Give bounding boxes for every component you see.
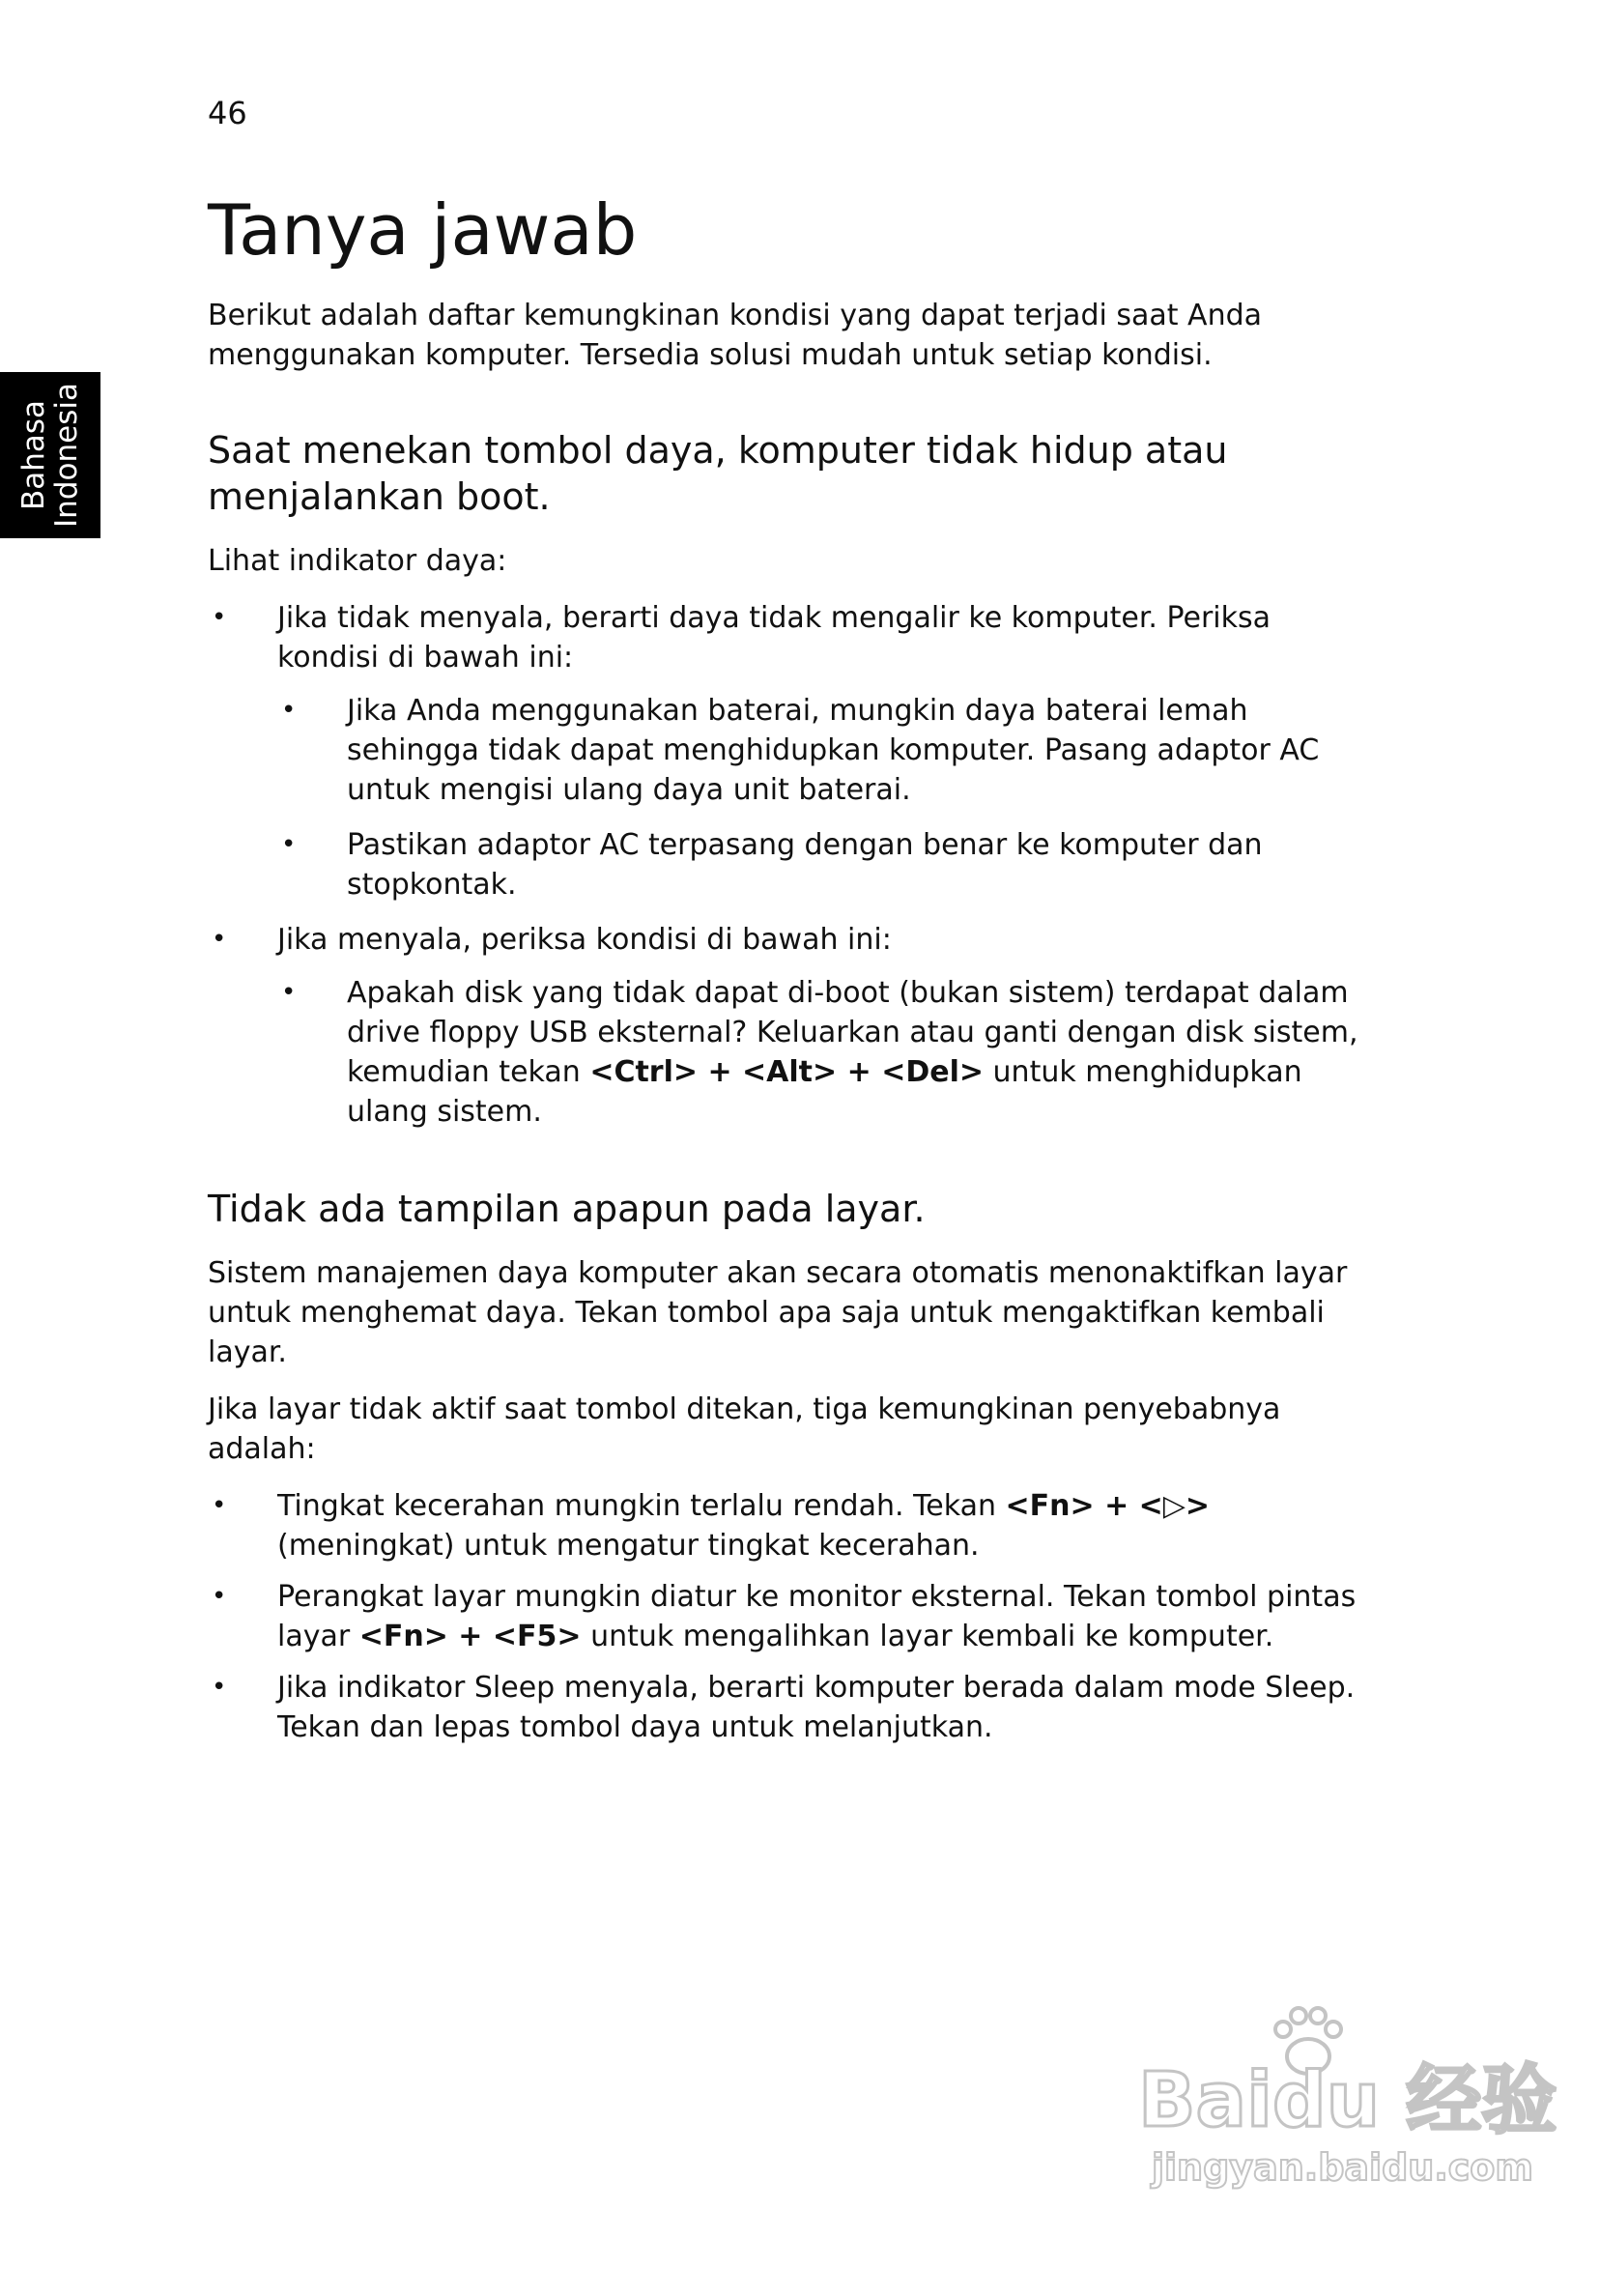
watermark-brand: Baidu 经验 (1138, 2057, 1557, 2144)
list-item-text: untuk menghidupkan ulang sistem. (347, 1055, 1302, 1129)
list-item-text: Apakah disk yang tidak dapat di-boot (bukan sistem) terdapat dalam drive floppy USB eksternal? Keluarkan atau ganti dengan disk sistem, kemudian tekan (347, 976, 1358, 1089)
page-number: 46 (208, 95, 247, 131)
list-item (208, 920, 1367, 1132)
watermark-url: jingyan.baidu.com (1152, 2146, 1533, 2189)
key-combo: <Fn> + <F5> (358, 1620, 582, 1653)
sublist (277, 973, 1367, 1132)
baidu-watermark-icon (1129, 2000, 1557, 2194)
key-combo: <Fn> + <▷> (1005, 1489, 1211, 1523)
section1-list (208, 598, 1367, 1132)
list-item (208, 598, 1367, 904)
list-item-text: (meningkat) untuk mengatur tingkat kecerahan. (277, 1529, 980, 1563)
list-item-text: untuk mengalihkan layar kembali ke komputer. (581, 1620, 1274, 1653)
list-item (277, 825, 1367, 904)
list-item-text: Jika menyala, periksa kondisi di bawah ini: (277, 923, 892, 957)
list-item-text: Perangkat layar mungkin diatur ke monitor eksternal. Tekan tombol pintas layar (277, 1580, 1357, 1653)
key-combo: <Ctrl> + <Alt> + <Del> (589, 1055, 984, 1089)
list-item-text: Tingkat kecerahan mungkin terlalu rendah. Tekan (277, 1489, 1006, 1523)
intro-paragraph: Berikut adalah daftar kemungkinan kondisi yang dapat terjadi saat Anda menggunakan komputer. Tersedia solusi mudah untuk setiap kondisi. (208, 299, 1263, 372)
bullet-icon: • (212, 925, 227, 954)
section2-list (208, 1486, 1367, 1747)
bullet-icon: • (281, 830, 297, 859)
bullet-icon: • (281, 696, 297, 725)
list-item-text: Jika Anda menggunakan baterai, mungkin daya baterai lemah sehingga tidak dapat menghidupkan komputer. Pasang adaptor AC untuk mengisi ulang daya unit baterai. (347, 694, 1320, 807)
list-item (208, 1486, 1367, 1565)
section2-heading: Tidak ada tampilan apapun pada layar. (208, 1188, 926, 1230)
bullet-icon: • (281, 978, 297, 1007)
bullet-icon: • (212, 1673, 227, 1702)
section2-paragraph-2: Jika layar tidak aktif saat tombol ditekan, tiga kemungkinan penyebabnya adalah: (208, 1392, 1281, 1466)
side-tab-line1: Bahasa (16, 399, 51, 511)
sublist (277, 691, 1367, 904)
bullet-icon: • (212, 1491, 227, 1520)
list-item (277, 691, 1367, 810)
list-item-text: Jika indikator Sleep menyala, berarti komputer berada dalam mode Sleep. Tekan dan lepas tombol daya untuk melanjutkan. (277, 1671, 1356, 1744)
bullet-icon: • (212, 1582, 227, 1611)
section1-lead: Lihat indikator daya: (208, 544, 507, 578)
page-title: Tanya jawab (208, 189, 638, 271)
list-item (277, 973, 1367, 1132)
bullet-icon: • (212, 603, 227, 632)
list-item (208, 1668, 1367, 1747)
list-item (208, 1577, 1367, 1656)
section1-heading: Saat menekan tombol daya, komputer tidak hidup atau menjalankan boot. (208, 429, 1228, 518)
section2-paragraph-1: Sistem manajemen daya komputer akan secara otomatis menonaktifkan layar untuk menghemat daya. Tekan tombol apa saja untuk mengaktifkan kembali layar. (208, 1256, 1348, 1369)
language-side-tab (0, 372, 100, 538)
page-content (208, 189, 1367, 1759)
list-item-text: Jika tidak menyala, berarti daya tidak mengalir ke komputer. Periksa kondisi di bawah ini: (277, 601, 1271, 674)
side-tab-line2: Indonesia (49, 383, 84, 528)
list-item-text: Pastikan adaptor AC terpasang dengan benar ke komputer dan stopkontak. (347, 828, 1263, 902)
